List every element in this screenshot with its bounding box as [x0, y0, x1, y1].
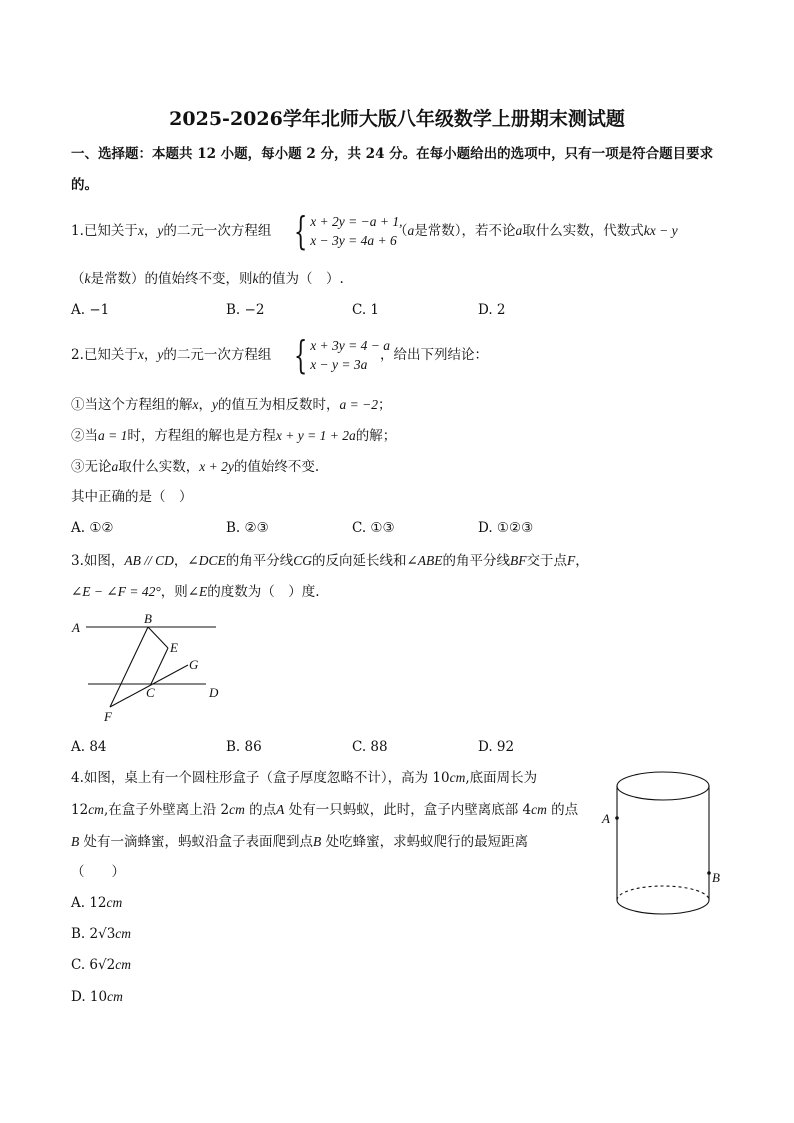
question-2-option-c[interactable]: C. ①③ [352, 520, 395, 536]
label-a: A [72, 620, 80, 635]
label-b: B [144, 611, 152, 626]
label-f: F [104, 709, 112, 724]
equation-2: x − y = 3a [310, 357, 368, 372]
question-4-option-b[interactable]: B. 2√3cm [71, 926, 132, 942]
point-b [707, 871, 711, 875]
question-4-option-a[interactable]: A. 12cm [71, 895, 123, 911]
question-2-line-1-tail: ，给出下列结论： [380, 347, 488, 363]
question-4-line-4: （ ） [71, 864, 125, 880]
segment-bf [110, 627, 148, 707]
point-a [615, 816, 619, 820]
question-2-option-a[interactable]: A. ①② [71, 520, 114, 536]
question-4-line-2: 12cm,在盒子外壁离上沿 2cm 的点A 处有一只蚂蚁，此时，盒子内壁离底部 4cm 的点 [71, 802, 579, 818]
question-1-option-c[interactable]: C. 1 [352, 302, 380, 318]
question-2-conclusion-3: ③无论a取什么实数，x + 2y的值始终不变. [71, 459, 320, 475]
equation-1: x + 2y = −a + 1, [310, 214, 403, 229]
segment-ec [151, 648, 168, 684]
question-2-line-1: 2.已知关于x，y的二元一次方程组 [71, 347, 272, 363]
question-2-conclusion-2: ②当a = 1时，方程组的解也是方程x + y = 1 + 2a的解； [71, 428, 397, 444]
question-2-option-d[interactable]: D. ①②③ [478, 520, 534, 536]
question-1-option-b[interactable]: B. −2 [226, 302, 265, 318]
page-title: 2025-2026学年北师大版八年级数学上册期末测试题 [169, 108, 625, 130]
question-3-option-d[interactable]: D. 92 [478, 739, 515, 755]
question-1-equation-system: { x + 2y = −a + 1, x − 3y = 4a + 6 [294, 209, 403, 253]
question-4-line-1: 4.如图，桌上有一个圆柱形盒子（盒子厚度忽略不计），高为 10cm,底面周长为 [71, 770, 538, 786]
equation-2: x − 3y = 4a + 6 [310, 233, 397, 248]
label-e: E [170, 640, 178, 655]
question-4-option-c[interactable]: C. 6√2cm [71, 957, 131, 973]
question-1-line-1: 1.已知关于x，y的二元一次方程组 [71, 223, 272, 239]
section-header: 一、选择题：本题共 12 小题，每小题 2 分，共 24 分。在每小题给出的选项中，只有一项是符合题目要求 [71, 146, 714, 162]
segment-be [148, 627, 168, 648]
question-3-option-c[interactable]: C. 88 [352, 739, 388, 755]
question-2-option-b[interactable]: B. ②③ [226, 520, 269, 536]
question-3-line-2: ∠E − ∠F = 42°，则∠E的度数为（ ）度. [71, 584, 320, 600]
question-4-figure [617, 772, 709, 914]
label-point-b: B [712, 870, 720, 885]
section-header-continued: 的。 [71, 177, 98, 193]
question-4-line-3: B 处有一滴蜂蜜，蚂蚁沿盒子表面爬到点B 处吃蜂蜜，求蚂蚁爬行的最短距离 [71, 834, 529, 850]
question-4-option-d[interactable]: D. 10cm [71, 989, 123, 1005]
label-d: D [209, 685, 219, 700]
question-2-conclusion-1: ①当这个方程组的解x，y的值互为相反数时，a = −2； [71, 397, 392, 413]
question-1-option-a[interactable]: A. −1 [71, 302, 110, 318]
label-g: G [189, 657, 199, 672]
question-2-ask: 其中正确的是（ ） [71, 489, 193, 505]
question-1-option-d[interactable]: D. 2 [478, 302, 506, 318]
question-1-line-1-tail: （a是常数），若不论a取什么实数，代数式kx − y [394, 223, 678, 239]
label-point-a: A [602, 811, 610, 826]
question-1-line-2: （k是常数）的值始终不变，则k的值为（ ）. [71, 271, 344, 287]
equation-1: x + 3y = 4 − a [310, 338, 391, 353]
question-3-option-a[interactable]: A. 84 [71, 739, 107, 755]
question-2-equation-system: { x + 3y = 4 − a x − y = 3a [294, 333, 391, 377]
question-3-option-b[interactable]: B. 86 [226, 739, 262, 755]
label-c: C [146, 685, 155, 700]
question-3-line-1: 3.如图，AB // CD，∠DCE的角平分线CG的反向延长线和∠ABE的角平分线BF交于点F， [71, 553, 589, 569]
